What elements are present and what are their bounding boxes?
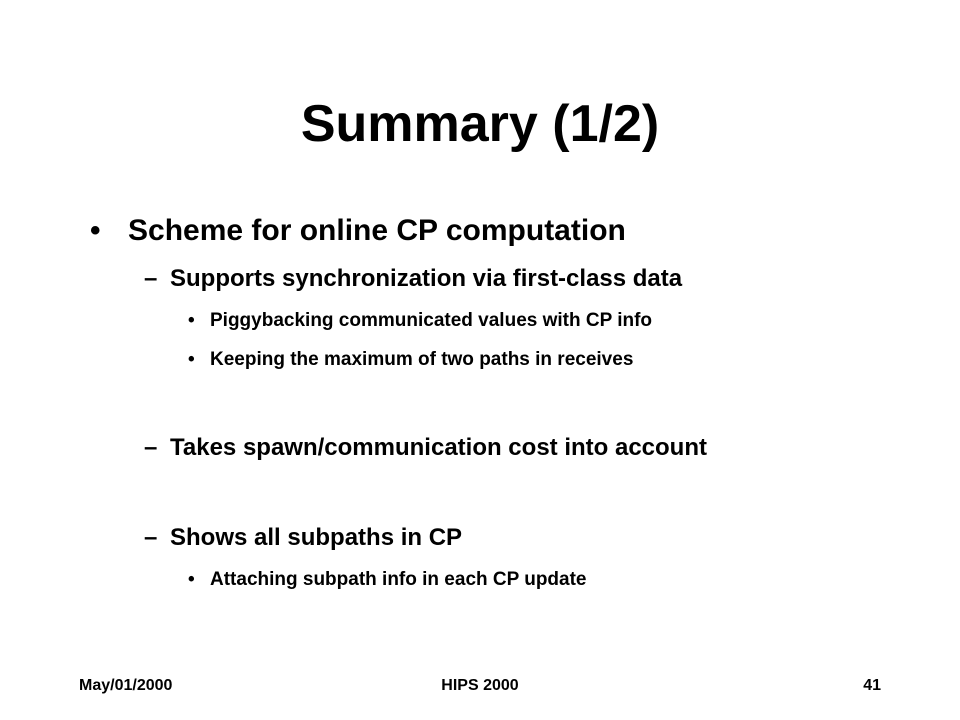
sub-sub-bullet-piggybacking: Piggybacking communicated values with CP info [210,310,653,331]
main-bullet-text: Scheme for online CP computation [128,214,626,247]
sub-bullet-synchronization: Supports synchronization via first-class data [170,265,683,292]
sub-sub-bullet-maximum: Keeping the maximum of two paths in receives [210,349,634,370]
footer-page-number: 41 [863,677,881,694]
bullet-marker: • [188,310,195,331]
sub-bullet-spawn-cost: Takes spawn/communication cost into account [170,434,707,461]
dash-marker: – [144,434,158,461]
slide-title: Summary (1/2) [300,95,660,153]
footer-date: May/01/2000 [79,677,173,694]
dash-marker: – [144,524,158,551]
bullet-marker: • [188,569,195,590]
bullet-marker: • [188,349,195,370]
bullet-marker: • [90,214,101,247]
footer-venue: HIPS 2000 [441,677,519,694]
sub-bullet-subpaths: Shows all subpaths in CP [170,524,463,551]
dash-marker: – [144,265,158,292]
sub-sub-bullet-attaching: Attaching subpath info in each CP update [210,569,587,590]
